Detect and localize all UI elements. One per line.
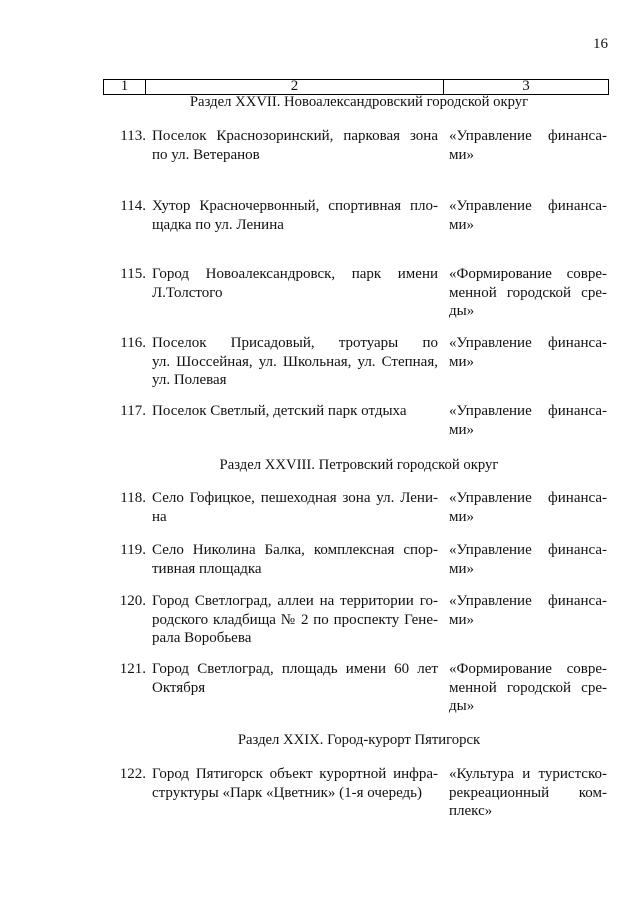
object-line: Хутор Красночервонный, спортивная пло- (152, 198, 438, 214)
program-line: «Культура и туристско- (449, 766, 607, 782)
program-line: ми» (449, 508, 475, 525)
row-number: 116. (120, 335, 146, 351)
object-description (152, 765, 438, 802)
object-line: на (152, 508, 167, 525)
program-line: «Управление финанса- (449, 403, 607, 419)
object-description (152, 127, 438, 164)
program-line: «Формирование совре- (449, 661, 607, 677)
program-line: «Управление финанса- (449, 128, 607, 144)
program-line: «Управление финанса- (449, 490, 607, 506)
object-description (152, 197, 438, 234)
object-line: Село Гофицкое, пешеходная зона ул. Лени- (152, 490, 438, 506)
object-description (152, 489, 438, 526)
object-line: ул. Шоссейная, ул. Школьная, ул. Степная, (152, 353, 438, 370)
row-number: 122. (119, 766, 146, 782)
object-description (152, 660, 438, 697)
object-line: Село Николина Балка, комплексная спор- (152, 542, 438, 558)
program-line: менной городской сре- (449, 679, 607, 696)
program-line: «Управление финанса- (449, 198, 607, 214)
object-line: Л.Толстого (152, 284, 223, 301)
program-line: рекреационный ком- (449, 784, 607, 801)
program-line: «Формирование совре- (449, 266, 607, 282)
row-number: 114. (120, 198, 146, 214)
row-number: 120. (119, 593, 146, 609)
row-number: 118. (120, 490, 146, 506)
object-line: рала Воробьева (152, 630, 252, 646)
object-line: Поселок Светлый, детский парк отдыха (152, 403, 407, 419)
program-name (449, 765, 607, 821)
object-line: Город Пятигорск объект курортной инфра- (152, 766, 438, 782)
header-col-1: 1 (104, 80, 146, 94)
object-line: Поселок Присадовый, тротуары по (152, 335, 438, 351)
program-name (449, 127, 607, 164)
object-line: ул. Полевая (152, 372, 227, 388)
row-number: 117. (120, 403, 146, 419)
object-line: щадка по ул. Ленина (152, 216, 284, 233)
program-name (449, 334, 607, 371)
object-line: Поселок Краснозоринский, парковая зона (152, 128, 438, 144)
section-title: Раздел XXVIII. Петровский городской округ (219, 457, 499, 473)
object-line: Город Светлоград, площадь имени 60 лет (152, 661, 438, 677)
object-description (152, 592, 438, 648)
program-name (449, 489, 607, 526)
row-number: 115. (120, 266, 146, 282)
object-line: Город Светлоград, аллеи на территории го- (152, 593, 438, 609)
object-description (152, 541, 438, 578)
section-title: Раздел XXIX. Город-курорт Пятигорск (237, 732, 481, 748)
program-line: плекс» (449, 803, 493, 819)
object-line: Октября (152, 679, 206, 696)
program-name (449, 402, 607, 439)
program-line: «Управление финанса- (449, 335, 607, 351)
object-line: структуры «Парк «Цветник» (1-я очередь) (152, 784, 423, 801)
program-line: ми» (449, 353, 475, 370)
object-line: по ул. Ветеранов (152, 146, 260, 163)
header-col-2: 2 (146, 80, 444, 94)
program-line: менной городской сре- (449, 284, 607, 301)
object-line: тивная площадка (152, 560, 262, 577)
program-line: ды» (449, 698, 475, 714)
program-name (449, 197, 607, 234)
row-number: 113. (120, 128, 146, 144)
program-line: ми» (449, 560, 475, 577)
section-title: Раздел XXVII. Новоалександровский городской округ (189, 94, 529, 110)
program-line: ми» (449, 146, 475, 163)
program-name (449, 541, 607, 578)
header-col-3: 3 (522, 78, 530, 94)
program-line: ми» (449, 611, 475, 628)
object-line: родского кладбища № 2 по проспекту Гене- (152, 611, 438, 628)
program-line: «Управление финанса- (449, 593, 607, 609)
program-name (449, 592, 607, 629)
page-number: 16 (593, 36, 608, 52)
row-number: 121. (119, 661, 146, 677)
program-line: «Управление финанса- (449, 542, 607, 558)
program-name (449, 265, 607, 321)
object-description (152, 334, 438, 390)
object-description (152, 402, 438, 421)
object-line: Город Новоалександровск, парк имени (152, 266, 438, 282)
program-line: ды» (449, 303, 475, 319)
program-line: ми» (449, 216, 475, 233)
program-line: ми» (449, 421, 475, 438)
program-name (449, 660, 607, 716)
object-description (152, 265, 438, 302)
row-number: 119. (120, 542, 146, 558)
